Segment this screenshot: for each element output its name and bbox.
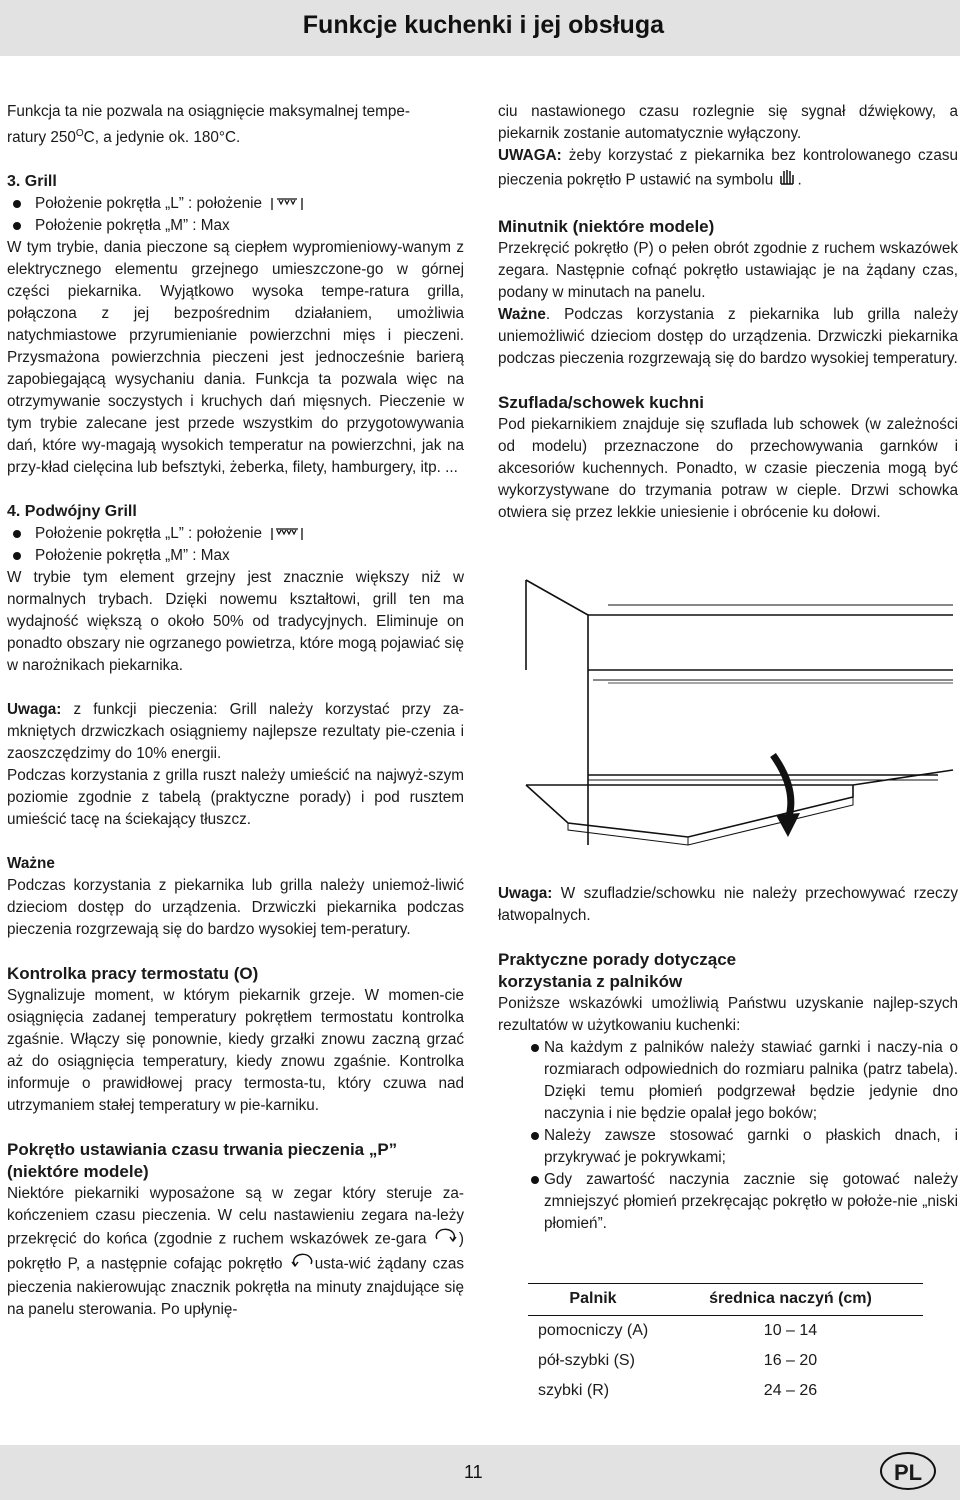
porady-heading-2: korzystania z palników (498, 972, 683, 991)
table-header-row (528, 1283, 923, 1316)
counterclockwise-arrow-icon (289, 1252, 315, 1277)
minutnik-heading: Minutnik (niektóre modele) (498, 217, 715, 236)
uwaga2-label: Uwaga: (498, 885, 553, 902)
grill-body: W tym trybie, dania pieczone są ciepłem wypromieniowy-wanym z elektrycznego elementu grzejnego umieszczone-go w górnej części piekarnika. Wyjątkowo wysoka tempe-ratura grilla, połączona z jej bezpośrednim działaniem, umożliwia natychmiastowe przyrumienianie powierzchni mięs i pieczeni. Przysmażona powierzchnia pieczeni jest jednocześnie barierą zapobiegającą wysychaniu dania. Funkcja ta pozwala więc na otrzymywanie soczystych i kruchych dań mięsnych. Pieczenie w tym trybie zalecane jest przede wszystkim do przygotowywania dań, które wy-magają wysokich temperatur na powierzchni, jak na przy-kład cielęcina lub befsztyki, żeberka, filety, hamburgery, itp. ... (7, 239, 464, 477)
note-body: z funkcji pieczenia: Grill należy korzystać przy za-mkniętych drzwiczkach osiągniemy najlepsze rezultaty pie-czenia i zaoszczędzimy do 10% energii. (7, 701, 464, 763)
wazne-right-body: . Podczas korzystania z piekarnika lub grilla należy uniemożliwić dzieciom dostęp do urządzenia. Drzwiczki piekarnika podczas pieczenia rozgrzewają się do bardzo wysokiej temperatury. (498, 306, 958, 367)
uwaga-label: UWAGA: (498, 147, 562, 164)
intro-text-b: C, a jedynie ok. 180°C. (83, 129, 241, 147)
spacer (7, 677, 464, 699)
uwaga2-body: W szufladzie/schowku nie należy przechowywać rzeczy łatwopalnych. (498, 885, 958, 924)
note-paragraph (7, 699, 464, 765)
intro-text-a: ratury 250 (7, 129, 76, 147)
wazne-right-label: Ważne (498, 306, 546, 323)
list-item-text: Na każdym z palników należy stawiać garnki i naczy-nia o rozmiarach odpowiednich do rozmiaru palnika (patrz tabela). Dzięki temu płomień podgrzewał będzie jedynie dno naczynia i nie będzie opalał jego boków; (544, 1039, 958, 1122)
double-bullet-2-text: Położenie pokrętła „M” : Max (35, 547, 230, 565)
timer-body-2: ) pokrętło P, a następnie cofając pokrętło (7, 1230, 464, 1273)
spacer (7, 941, 464, 963)
uwaga-paragraph: UWAGA: żeby korzystać z piekarnika bez kontrolowanego czasu pieczenia pokrętło P ustawić na symbolu . (498, 145, 958, 194)
grill-bullet-1-text: Położenie pokrętła „L” : położenie (35, 195, 263, 213)
hand-symbol-icon (777, 167, 797, 194)
thermostat-heading: Kontrolka pracy termostatu (O) (7, 964, 259, 984)
wazne-body: Podczas korzystania z piekarnika lub grilla należy uniemoż-liwić dzieciom dostęp do urządzenia. Drzwiczki piekarnika podczas pieczenia rozgrzewają się do bardzo wysokiej tem-peratury. (7, 877, 464, 939)
double-bullet-1-text: Położenie pokrętła „L” : położenie (35, 525, 263, 543)
table-row (528, 1376, 923, 1406)
language-badge: PL (880, 1452, 936, 1490)
intro-line-2 (7, 123, 464, 149)
timer-continuation: ciu nastawionego czasu rozlegnie się sygnał dźwiękowy, a piekarnik zostanie automatycznie wyłączony. (498, 103, 958, 142)
intro-line-1: Funkcja ta nie pozwala na osiągnięcie maksymalnej tempe- (7, 103, 411, 120)
spacer (7, 831, 464, 853)
grill-bullet-2 (7, 215, 464, 237)
burner-name: szybki (R) (538, 1382, 610, 1399)
spacer (498, 927, 958, 949)
spacer (498, 194, 958, 216)
burner-diameter: 16 – 20 (763, 1352, 818, 1369)
drawer-illustration (498, 575, 958, 875)
timer-body-3: usta-wić żądany czas pieczenia nakierowując znacznik pokrętła na minuty znajdujące się na panelu sterowania. Po upłynię- (7, 1255, 464, 1319)
wazne-heading: Ważne (7, 855, 55, 873)
grill-bullet-1 (7, 193, 464, 215)
szuflada-body: Pod piekarnikiem znajduje się szuflada lub schowek (w zależności od modelu) przeznaczone do przechowywania garnków i akcesoriów kuchennych. Ponadto, w czasie pieczenia mogą być wykorzystywane do trzymania potraw w cieple. Drzwi schowka otwiera się przez lekkie uniesienie i obrócenie ku dołowi. (498, 416, 958, 521)
timer-body-1: Niektóre piekarniki wyposażone są w zegar który steruje za-kończeniem czasu pieczenia. W celu nastawieniu zegara na-leży przekręcić do końca (zgodnie z ruchem wskazówek ze-gara (7, 1185, 464, 1248)
thermostat-body: Sygnalizuje moment, w którym piekarnik grzeje. W momen-cie osiągnięcia zadanej temperatury pokrętłem termostatu kontrolka zgaśnie. Włączy się ponownie, kiedy grzałki znowu zaczną grzać aż do osiągnięcia temperatury, kiedy znowu zgaśnie. Kontrolka informuje o prawidłowej pracy termosta-tu, który czuwa nad utrzymaniem stałej temperatury w pie-karniku. (7, 987, 464, 1115)
list-item-text: Gdy zawartość naczynia zacznie się gotować należy zmniejszyć płomień przekręcając pokrętło w położe-nie „niski płomień”. (544, 1171, 958, 1232)
spacer (498, 370, 958, 392)
double-grill-symbol-icon (270, 526, 302, 542)
page-number: 11 (464, 1462, 483, 1482)
grill-bullet-2-text: Położenie pokrętła „M” : Max (35, 217, 230, 235)
list-item (498, 1169, 958, 1235)
burner-diameter: 10 – 14 (763, 1322, 818, 1339)
list-item (498, 1037, 958, 1125)
grill-heading: 3. Grill (7, 173, 57, 191)
burner-table (528, 1283, 923, 1406)
burner-diameter: 24 – 26 (763, 1382, 818, 1399)
porady-heading-1: Praktyczne porady dotyczące (498, 950, 737, 969)
list-item (498, 1125, 958, 1169)
right-column (498, 101, 958, 524)
spacer (7, 479, 464, 501)
double-grill-heading: 4. Podwójny Grill (7, 503, 137, 521)
double-grill-body: W trybie tym element grzejny jest znacznie większy niż w normalnych trybach. Dzięki nowemu kształtowi, grill ten ma wydajność większą o około 50% od tradycyjnych. Eliminuje on ponadto obszary nie ogrzanego powietrza, które mogą pojawiać się w narożnikach piekarnika. (7, 569, 464, 675)
table-row (528, 1316, 923, 1347)
grill-symbol-icon (270, 196, 302, 212)
uwaga2-paragraph (498, 883, 958, 927)
minutnik-body: Przekręcić pokrętło (P) o pełen obrót zgodnie z ruchem wskazówek zegara. Następnie cofnąć pokrętło ustawiając je na żądany czas, podany w minutach na panelu. (498, 240, 958, 301)
szuflada-heading: Szuflada/schowek kuchni (498, 393, 704, 412)
burner-name: pomocniczy (A) (538, 1322, 649, 1339)
list-item-text: Należy zawsze stosować garnki o płaskich dnach, i przykrywać je pokrywkami; (544, 1127, 958, 1166)
right-column-lower (498, 883, 958, 1235)
spacer (7, 1117, 464, 1139)
intro-sup: O (75, 128, 84, 139)
double-bullet-1 (7, 523, 464, 545)
clockwise-arrow-icon (433, 1227, 459, 1252)
note-label: Uwaga: (7, 701, 62, 719)
wazne-right-paragraph (498, 304, 958, 370)
left-column (7, 101, 464, 1321)
note-paragraph-2: Podczas korzystania z grilla ruszt należy umieścić na najwyż-szym poziomie zgodnie z tabelą (praktyczne porady) i pod rusztem umieścić tacę na ściekający tłuszcz. (7, 767, 464, 829)
page-title: Funkcje kuchenki i jej obsługa (302, 11, 664, 39)
porady-intro: Poniższe wskazówki umożliwią Państwu uzyskanie najlep-szych rezultatów w użytkowaniu kuchenki: (498, 995, 958, 1034)
table-row (528, 1346, 923, 1376)
timer-heading-2: (niektóre modele) (7, 1162, 149, 1182)
table-header-burner: Palnik (528, 1283, 658, 1316)
double-bullet-2 (7, 545, 464, 567)
uwaga-body: żeby korzystać z piekarnika bez kontrolowanego czasu pieczenia pokrętło P ustawić na symbolu (498, 147, 958, 189)
timer-body (7, 1183, 464, 1321)
spacer (7, 149, 464, 171)
header (0, 0, 960, 56)
timer-heading-1: Pokrętło ustawiania czasu trwania pieczenia „P” (7, 1140, 398, 1160)
table-header-diameter: średnica naczyń (cm) (658, 1283, 923, 1316)
burner-name: pół-szybki (S) (538, 1352, 635, 1369)
